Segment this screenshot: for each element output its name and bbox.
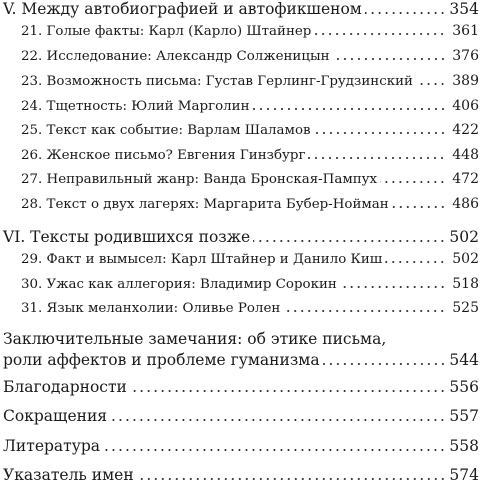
dot-leader [103,449,446,451]
dot-leader [314,132,446,134]
toc-entry-title: 23. Возможность письма: Густав Герлинг-Грудзинский [21,74,413,89]
dot-leader [137,478,446,480]
toc-entry-title: 31. Язык меланхолии: Оливье Ролен [21,301,281,316]
toc-entry-page: 557 [449,407,479,425]
toc-entry-title: VI. Тексты родившихся позже [3,228,251,246]
dot-leader [314,33,446,35]
toc-entry-page: 486 [452,196,479,212]
toc-chapter-27[interactable] [0,171,485,188]
toc-chapter-21[interactable] [0,23,485,40]
toc-entry-page: 376 [452,48,479,64]
dot-leader [340,286,446,288]
toc-entry-title: 24. Тщетность: Юлий Марголин [21,99,250,114]
dot-leader [323,363,446,365]
dot-leader [385,261,446,263]
toc-chapter-24[interactable] [0,98,485,115]
toc-entry-title: 21. Голые факты: Карл (Карло) Штайнер [21,24,312,39]
toc-chapter-31[interactable] [0,300,485,317]
dot-leader [308,157,446,159]
toc-conclusion[interactable] [0,330,485,370]
toc-entry-title: Литература [3,437,101,455]
toc-chapter-28[interactable] [0,196,485,213]
toc-entry-title: 30. Ужас как аллегория: Владимир Сорокин [21,277,337,292]
toc-entry-page: 574 [449,466,479,484]
toc-chapter-30[interactable] [0,276,485,293]
toc-chapter-26[interactable] [0,147,485,164]
toc-entry-title: Благодарности [3,378,127,396]
toc-entry-title: V. Между автобиографией и автофикшеном [3,0,362,18]
toc-entry-title-line1: Заключительные замечания: об этике письма, [3,330,387,348]
toc-chapter-29[interactable] [0,251,485,268]
toc-entry-page: 502 [452,251,479,267]
toc-chapter-22[interactable] [0,48,485,65]
dot-leader [416,83,446,85]
dot-leader [253,240,446,242]
toc-entry-title: Сокращения [3,407,108,425]
toc-name-index[interactable] [0,466,485,485]
toc-entry-title: 28. Текст о двух лагерях: Маргарита Бубер-Нойман [21,197,389,212]
toc-entry-page: 502 [449,228,479,246]
dot-leader [392,206,446,208]
toc-entry-title-line2: роли аффектов и проблеме гуманизма [3,351,320,369]
toc-entry-title: 22. Исследование: Александр Солженицын [21,49,330,64]
toc-entry-page: 472 [452,171,479,187]
toc-entry-page: 354 [449,0,479,18]
toc-entry-page: 361 [452,23,479,39]
dot-leader [130,390,446,392]
toc-part-v[interactable] [0,0,485,19]
toc-chapter-23[interactable] [0,73,485,90]
toc-entry-title: 27. Неправильный жанр: Ванда Бронская-Пампух [21,172,378,187]
toc-chapter-25[interactable] [0,122,485,139]
toc-entry-page: 518 [452,276,479,292]
toc-entry-title: Указатель имен [3,466,134,484]
toc-entry-title: 25. Текст как событие: Варлам Шаламов [21,123,311,138]
toc-entry-title: 29. Факт и вымысел: Карл Штайнер и Данило Киш [21,252,383,267]
dot-leader [110,419,446,421]
toc-acknowledgements[interactable] [0,378,485,397]
dot-leader [283,310,446,312]
toc-entry-page: 556 [449,378,479,396]
toc-entry-page: 422 [452,122,479,138]
dot-leader [333,58,446,60]
toc-entry-page: 406 [452,98,479,114]
toc-literature[interactable] [0,437,485,456]
toc-entry-page: 558 [449,437,479,455]
toc-abbreviations[interactable] [0,407,485,426]
toc-entry-page: 544 [449,351,479,369]
toc-part-vi[interactable] [0,228,485,247]
toc-entry-page: 448 [452,147,479,163]
toc-entry-page: 525 [452,300,479,316]
dot-leader [380,181,446,183]
dot-leader [253,108,446,110]
toc-entry-title: 26. Женское письмо? Евгения Гинзбург [21,148,306,163]
toc-entry-page: 389 [452,73,479,89]
dot-leader [365,12,446,14]
